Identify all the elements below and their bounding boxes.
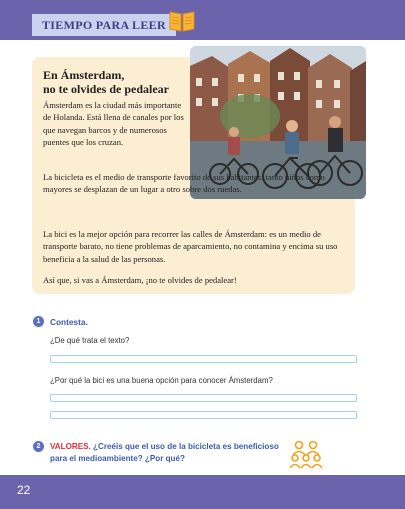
answer-line-3[interactable] xyxy=(50,411,357,419)
values-tag: VALORES. xyxy=(50,442,91,451)
exercise-2-question: ¿Creéis que el uso de la bicicleta es beneficioso para el medioambiente? ¿Por qué? xyxy=(50,442,279,463)
question-2: ¿Por qué la bici es una buena opción para conocer Ámsterdam? xyxy=(50,376,273,385)
paragraph-2: La bicicleta es el medio de transporte favorito de sus habitantes: tanto niños como mayores se desplazan de un lugar a otro sobre dos ruedas. xyxy=(43,172,325,195)
answer-line-2[interactable] xyxy=(50,394,357,402)
question-1: ¿De qué trata el texto? xyxy=(50,336,130,345)
book-icon xyxy=(168,9,196,33)
paragraph-4: Así que, si vas a Ámsterdam, ¡no te olvides de pedalear! xyxy=(43,275,237,285)
group-icon xyxy=(289,439,323,469)
page-number: 22 xyxy=(17,483,31,497)
section-label: TIEMPO PARA LEER xyxy=(32,14,176,36)
reading-title-line-1: En Ámsterdam, xyxy=(43,68,125,82)
exercise-1-title: Contesta. xyxy=(50,317,88,327)
exercise-2-text xyxy=(50,441,290,465)
footer-band xyxy=(0,475,405,509)
exercise-1-number: 1 xyxy=(33,316,44,327)
paragraph-3: La bici es la mejor opción para recorrer las calles de Ámsterdam: es un medio de transporte barato, no tiene problemas de aparcamiento, no contamina y encima su uso beneficia a la salud de las personas. xyxy=(43,229,338,264)
paragraph-1: Ámsterdam es la ciudad más importante de Holanda. Está llena de canales por los que navegan barcos y de numerosos puentes que los cruzan. xyxy=(43,100,184,147)
answer-line-1[interactable] xyxy=(50,355,357,363)
reading-title xyxy=(43,68,193,96)
reading-title-line-2: no te olvides de pedalear xyxy=(43,82,169,96)
exercise-2-number: 2 xyxy=(33,441,44,452)
